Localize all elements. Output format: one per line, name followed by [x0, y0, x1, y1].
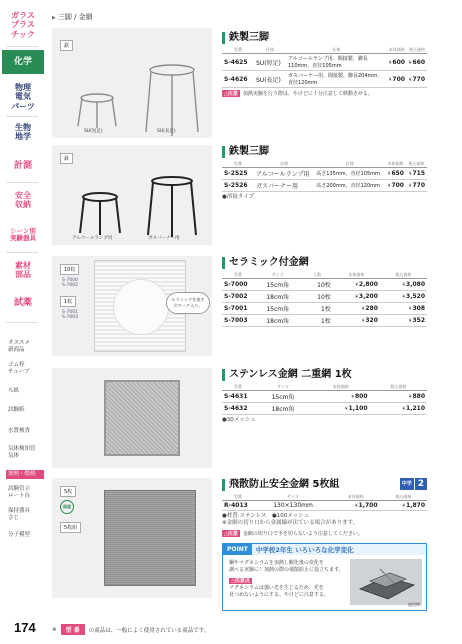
price-value: 2,800 — [358, 281, 378, 288]
col-code: 型番 — [222, 384, 254, 391]
col-qty: 入数 — [302, 272, 333, 279]
table-row — [222, 279, 427, 291]
tab-label: 計測 — [13, 160, 32, 171]
price-tax: ¥770 — [406, 180, 427, 192]
tab-reagents[interactable] — [2, 292, 44, 314]
tab-physics[interactable] — [2, 80, 44, 114]
col-code: 型番 — [222, 161, 254, 168]
product-code: S-4625 — [222, 54, 254, 71]
price-tax-value: 660 — [412, 58, 425, 66]
price-value: 650 — [391, 170, 404, 177]
size: 130×130mm — [254, 501, 332, 511]
price: ¥700 — [387, 71, 407, 88]
price-tax-value: 770 — [412, 182, 425, 189]
mark-callout-bubble: セラミックを表す Ⓢマーク入り。 — [166, 292, 210, 314]
col-price-tax: 税込価格 — [380, 272, 427, 279]
spec-table — [222, 47, 427, 88]
divider — [6, 182, 38, 183]
size: 15cm角 — [254, 303, 302, 315]
spec-table — [222, 272, 427, 327]
col-code: 型番 — [222, 494, 254, 501]
point-text: マグネシウムは強い光を生じるため、光を — [229, 584, 324, 591]
price: ¥2,800 — [333, 279, 380, 291]
product-title-text: 飛散防止安全金網 5枚組 — [229, 479, 340, 490]
table-row — [222, 291, 427, 303]
qty: 1枚 — [302, 303, 333, 315]
index-item[interactable]: 試験管立 ロート台 — [8, 486, 31, 499]
warning-text: 加熱実験を行う際は、やけどに十分注意して移動させる。 — [242, 91, 373, 97]
table-row — [222, 403, 427, 415]
product-code: R-4013 — [222, 501, 254, 511]
safety-mesh-square — [104, 490, 196, 586]
footer-note — [52, 624, 209, 635]
tab-label: 安全 収納 — [15, 190, 31, 209]
tab-biology[interactable] — [2, 118, 44, 146]
codes-10: S-7000 S-7002 — [62, 278, 78, 288]
price-value: 700 — [392, 75, 405, 83]
spec-table — [222, 161, 427, 192]
price-tax: ¥660 — [407, 54, 427, 71]
col-price: 本体価格 — [332, 494, 379, 501]
product-title: 鉄製三脚 — [222, 146, 427, 158]
size: 18cm角 — [254, 291, 302, 303]
caption-short: SU(短足) — [84, 129, 103, 134]
price: ¥1,700 — [332, 501, 379, 511]
col-price: 本体価格 — [333, 272, 380, 279]
product-title: 鉄製三脚 — [222, 32, 427, 44]
product-code: S-7001 — [222, 303, 254, 315]
type: アルコールランプ用 — [254, 168, 314, 180]
spec-table — [222, 494, 427, 511]
caption-gas: ガスバーナー用 — [148, 236, 180, 241]
price-tax: ¥352 — [380, 315, 427, 327]
size: 18cm角 — [254, 403, 312, 415]
codes-1: S-7001 S-7003 — [62, 310, 78, 320]
warning — [222, 90, 427, 97]
product-code: S-7000 — [222, 279, 254, 291]
tab-label: 試薬 — [13, 297, 32, 308]
stainless-mesh-square — [104, 380, 180, 456]
qty: 1枚 — [302, 315, 333, 327]
qty-tag: 5枚 — [60, 486, 76, 497]
warning-badge: △注意 — [224, 91, 238, 97]
price: ¥320 — [333, 315, 380, 327]
tab-label: ガラス プラス チック — [11, 11, 35, 39]
point-header — [223, 544, 426, 555]
table-row — [222, 54, 427, 71]
price-tax: ¥715 — [406, 168, 427, 180]
tab-chemistry[interactable] — [2, 50, 44, 74]
tab-glass-plastic[interactable] — [2, 8, 44, 42]
price-value: 700 — [391, 182, 404, 189]
price-tax-value: 308 — [412, 305, 425, 312]
triangle-icon: ▶ — [52, 15, 56, 21]
product-image-tripod-su — [52, 28, 212, 138]
price-tax: ¥1,870 — [380, 501, 427, 511]
tab-label: 化学 — [13, 56, 32, 67]
type: SU(短足) — [254, 54, 286, 71]
caption-long: SU(長足) — [157, 129, 176, 134]
table-row — [222, 391, 427, 403]
tab-measurement[interactable] — [2, 155, 44, 177]
col-price-tax: 税込価格 — [406, 161, 427, 168]
material-tag: 鉄 — [60, 40, 73, 51]
product-block-tripod-su — [222, 32, 427, 97]
product-image-safety-mesh — [52, 478, 212, 598]
description: ガスバーナー用、間接製、脚長204mm、直径120mm — [286, 71, 387, 88]
description: 高さ135mm、直径105mm — [314, 168, 385, 180]
price-tax: ¥770 — [407, 71, 427, 88]
usage-caption: 使用例 — [408, 602, 420, 607]
note: ●30メッシュ — [222, 417, 256, 423]
col-price-tax: 税込価格 — [380, 494, 427, 501]
price: ¥650 — [385, 168, 406, 180]
price-tax-value: 1,870 — [406, 502, 425, 509]
price-tax-value: 880 — [412, 393, 425, 400]
product-title — [222, 479, 427, 491]
product-code: S-4631 — [222, 391, 254, 403]
price-value: 600 — [392, 58, 405, 66]
model-badge: 型 番 — [61, 624, 85, 635]
col-spec: 仕様 — [314, 161, 385, 168]
price: ¥800 — [312, 391, 369, 403]
material-tag: 鉄 — [60, 153, 73, 164]
price-tax: ¥880 — [370, 391, 428, 403]
product-code: S-4632 — [222, 403, 254, 415]
index-item[interactable]: 気体検知管 気体 — [8, 446, 36, 459]
size: 15cm角 — [254, 279, 302, 291]
col-price: 本体価格 — [385, 161, 406, 168]
point-text: 鋼やマグネシウムを加熱し酸化後の変化を — [229, 560, 324, 566]
product-code: S-2526 — [222, 180, 254, 192]
price: ¥280 — [333, 303, 380, 315]
divider — [6, 322, 38, 323]
usage-photo — [350, 559, 422, 605]
point-text: 見つめないようにする。やけどに注意する。 — [229, 592, 330, 598]
point-text: 調べる実験に！加熱の際の飛散防止に役立ちます。 — [229, 567, 344, 574]
product-code: S-7002 — [222, 291, 254, 303]
col-size: サイズ — [254, 272, 302, 279]
grade-label: 中学 — [400, 478, 414, 490]
col-code: 型番 — [222, 272, 254, 279]
tab-label: 生物 地学 — [15, 122, 31, 141]
price-tax: ¥3,520 — [380, 291, 427, 303]
note: ※金網の切り口から金属線が出ている場合があります。 — [222, 520, 359, 527]
divider — [6, 116, 38, 117]
description: 高さ200mm、直径120mm — [314, 180, 385, 192]
asterisk: ※ — [52, 626, 57, 633]
tab-label: 物理 電気 パーツ — [11, 83, 35, 111]
price-tax-value: 715 — [412, 170, 425, 177]
divider — [6, 252, 38, 253]
ceramic-disc — [113, 279, 169, 335]
index-sidebar — [0, 0, 46, 644]
price-tax: ¥308 — [380, 303, 427, 315]
index-item[interactable]: ゴム栓 チューブ — [8, 362, 30, 375]
table-row — [222, 71, 427, 88]
product-title: セラミック付金網 — [222, 257, 427, 269]
note: ●溶接タイプ — [222, 194, 255, 200]
price-value: 1,700 — [358, 502, 378, 509]
breadcrumb-text: 三脚 / 金網 — [57, 13, 93, 21]
col-price-tax: 税込価格 — [370, 384, 428, 391]
col-price: 本体価格 — [387, 47, 407, 54]
index-item[interactable]: 試験紙 — [8, 407, 25, 413]
set-tag: 5枚組 — [60, 522, 81, 533]
size: 15cm角 — [254, 391, 312, 403]
index-item-heating-active[interactable]: 加熱・燃焼 — [6, 470, 44, 479]
domestic-stamp: 国産 — [60, 500, 74, 514]
product-code: S-2525 — [222, 168, 254, 180]
qty: 10枚 — [302, 279, 333, 291]
product-image-tripod-welded — [52, 145, 212, 245]
index-item[interactable]: 分子模型 — [8, 532, 31, 538]
product-code: S-7003 — [222, 315, 254, 327]
tripod-illustration — [52, 145, 212, 245]
note: ●材質:ステンレス ●100メッシュ — [222, 513, 310, 519]
point-warning-badge: △注意点 — [231, 577, 250, 584]
index-item[interactable]: オススメ 新商品 — [8, 340, 30, 353]
tab-scene[interactable] — [2, 222, 44, 248]
col-price: 本体価格 — [312, 384, 369, 391]
table-row — [222, 303, 427, 315]
price: ¥1,100 — [312, 403, 369, 415]
index-item[interactable]: ろ紙 — [8, 388, 20, 394]
spec-table — [222, 384, 427, 415]
product-block-safety-mesh — [222, 479, 427, 537]
warning-text: 金網の切り口で手を切らないよう注意してください。 — [242, 530, 363, 537]
col-size: サイズ — [254, 384, 312, 391]
breadcrumb — [52, 12, 93, 22]
page-number: 174 — [14, 620, 36, 635]
price: ¥700 — [385, 180, 406, 192]
tab-materials[interactable] — [2, 256, 44, 284]
footer-text: の商品は、一般によく使用されている商品です。 — [88, 627, 210, 634]
col-price-tax: 税込価格 — [407, 47, 427, 54]
price-value: 800 — [354, 393, 368, 400]
price-tax-value: 3,520 — [406, 293, 425, 300]
price-value: 320 — [365, 317, 378, 324]
price-value: 3,200 — [358, 293, 378, 300]
tab-safety-storage[interactable] — [2, 186, 44, 214]
tab-label: 素材 部品 — [15, 260, 31, 279]
table-row — [222, 168, 427, 180]
qty: 10枚 — [302, 291, 333, 303]
type: ガスバーナー用 — [254, 180, 314, 192]
warning — [222, 530, 427, 537]
warning-badge: △注意 — [224, 530, 238, 537]
price-value: 1,100 — [348, 405, 368, 412]
table-row — [222, 315, 427, 327]
product-image-stainless-mesh — [52, 368, 212, 468]
price-value: 280 — [365, 305, 378, 312]
col-size: サイズ — [254, 494, 332, 501]
point-box — [222, 543, 427, 611]
grade-number: 2 — [415, 478, 427, 490]
index-item[interactable]: 水質検査 — [8, 428, 31, 434]
price-tax-value: 1,210 — [406, 405, 425, 412]
col-code: 型番 — [222, 47, 254, 54]
price: ¥3,200 — [333, 291, 380, 303]
price-tax: ¥1,210 — [370, 403, 428, 415]
product-block-tripod-welded — [222, 146, 427, 201]
size: 18cm角 — [254, 315, 302, 327]
price: ¥600 — [387, 54, 407, 71]
product-title: ステンレス金網 二重網 1枚 — [222, 369, 427, 381]
description: アルコールランプ用、間接製、脚長110mm、直径105mm — [286, 54, 387, 71]
product-code: S-4626 — [222, 71, 254, 88]
product-block-stainless-mesh — [222, 369, 427, 424]
caption-alcohol: アルコールランプ用 — [72, 236, 113, 241]
tripod-illustration — [52, 28, 212, 138]
col-spec: 仕様 — [254, 161, 314, 168]
price-tax-value: 352 — [412, 317, 425, 324]
price-tax-value: 3,080 — [406, 281, 425, 288]
col-spec: 仕様 — [254, 47, 286, 54]
product-block-ceramic-gauze — [222, 257, 427, 327]
qty-tag: 1枚 — [60, 296, 76, 307]
product-image-ceramic-gauze — [52, 256, 212, 356]
tab-label: シーン別 実験器具 — [10, 226, 36, 242]
table-row — [222, 180, 427, 192]
usage-illustration — [350, 559, 422, 605]
grade-badge — [400, 478, 427, 490]
price-tax: ¥3,080 — [380, 279, 427, 291]
point-title: 中学校2年生 いろいろな化学変化 — [255, 546, 354, 554]
point-badge: POINT — [223, 544, 252, 555]
type: SU(長足) — [254, 71, 286, 88]
qty-tag: 10枚 — [60, 264, 79, 275]
index-item[interactable]: 保持器具 さじ — [8, 508, 31, 521]
table-row — [222, 501, 427, 511]
col-spec: 仕様 — [286, 47, 387, 54]
divider — [6, 46, 38, 47]
point-body — [229, 560, 344, 599]
price-tax-value: 770 — [412, 75, 425, 83]
